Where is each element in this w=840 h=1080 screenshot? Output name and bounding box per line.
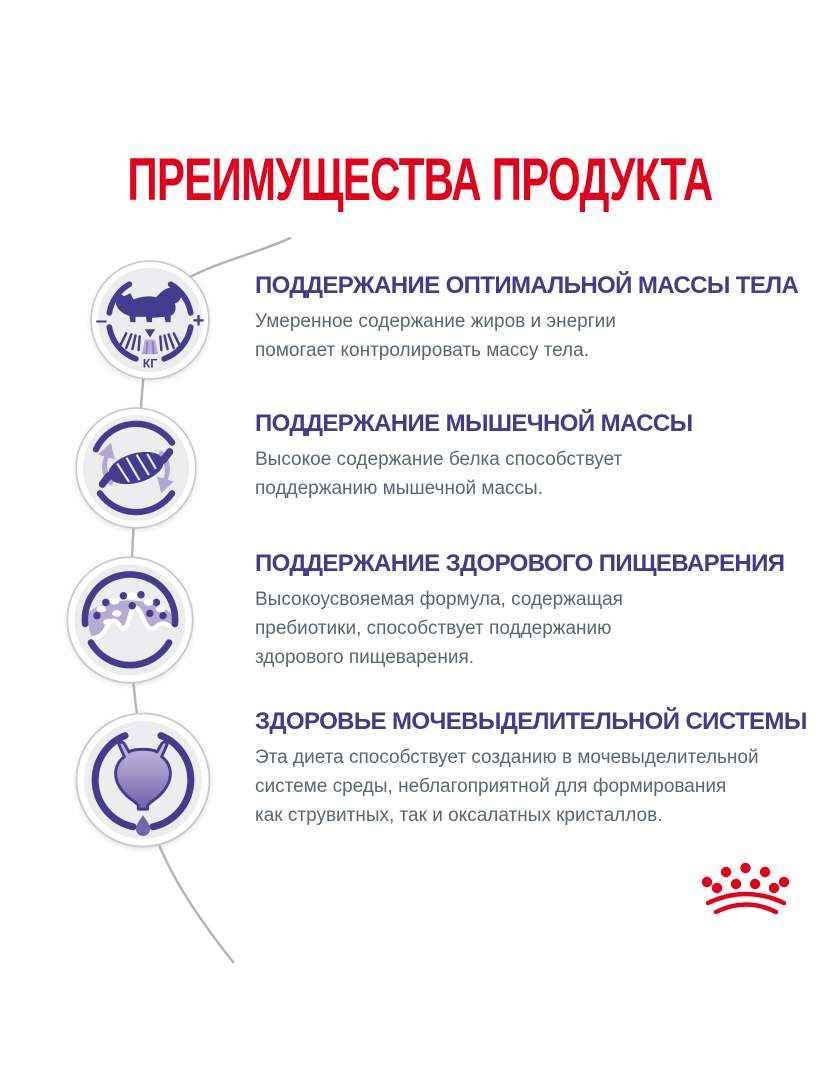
benefit-body-line: Умеренное содержание жиров и энергии — [255, 311, 616, 332]
page-title-wrap — [0, 146, 840, 213]
benefit-body-line: поддержанию мышечной массы. — [255, 478, 543, 499]
benefit-body-line: Эта диета способствует созданию в мочевыделительной — [255, 747, 759, 768]
scale-kg-label: КГ — [142, 356, 158, 371]
benefit-heading: ПОДДЕРЖАНИЕ МЫШЕЧНОЙ МАССЫ — [255, 410, 693, 437]
benefit-row — [255, 550, 835, 672]
scale-minus-label: – — [95, 309, 108, 333]
digestion-gut-icon — [64, 554, 196, 686]
benefit-body-line: пребиотики, способствует поддержанию — [255, 618, 612, 639]
benefit-body-line: системе среды, неблагоприятной для формирования — [255, 776, 727, 797]
benefit-heading: ЗДОРОВЬЕ МОЧЕВЫДЕЛИТЕЛЬНОЙ СИСТЕМЫ — [255, 708, 807, 735]
benefit-body-line: как струвитных, так и оксалатных кристаллов. — [255, 805, 663, 826]
benefit-row — [255, 272, 835, 365]
benefit-row — [255, 708, 835, 830]
scale-plus-label: + — [192, 309, 205, 333]
royal-canin-crown-logo — [698, 862, 794, 920]
bladder-urinary-icon — [73, 710, 213, 850]
page-title: ПРЕИМУЩЕСТВА ПРОДУКТА — [127, 146, 713, 213]
benefit-heading: ПОДДЕРЖАНИЕ ЗДОРОВОГО ПИЩЕВАРЕНИЯ — [255, 550, 785, 577]
benefit-body-line: здорового пищеварения. — [255, 647, 475, 668]
benefit-body-line: Высокое содержание белка способствует — [255, 449, 623, 470]
benefit-row — [255, 410, 835, 503]
benefit-body-line: помогает контролировать массу тела. — [255, 340, 589, 361]
benefit-heading: ПОДДЕРЖАНИЕ ОПТИМАЛЬНОЙ МАССЫ ТЕЛА — [255, 272, 799, 299]
benefit-body-line: Высокоусвояемая формула, содержащая — [255, 589, 623, 610]
muscle-renewal-icon — [73, 405, 199, 531]
weight-scale-cat-icon — [88, 258, 212, 382]
